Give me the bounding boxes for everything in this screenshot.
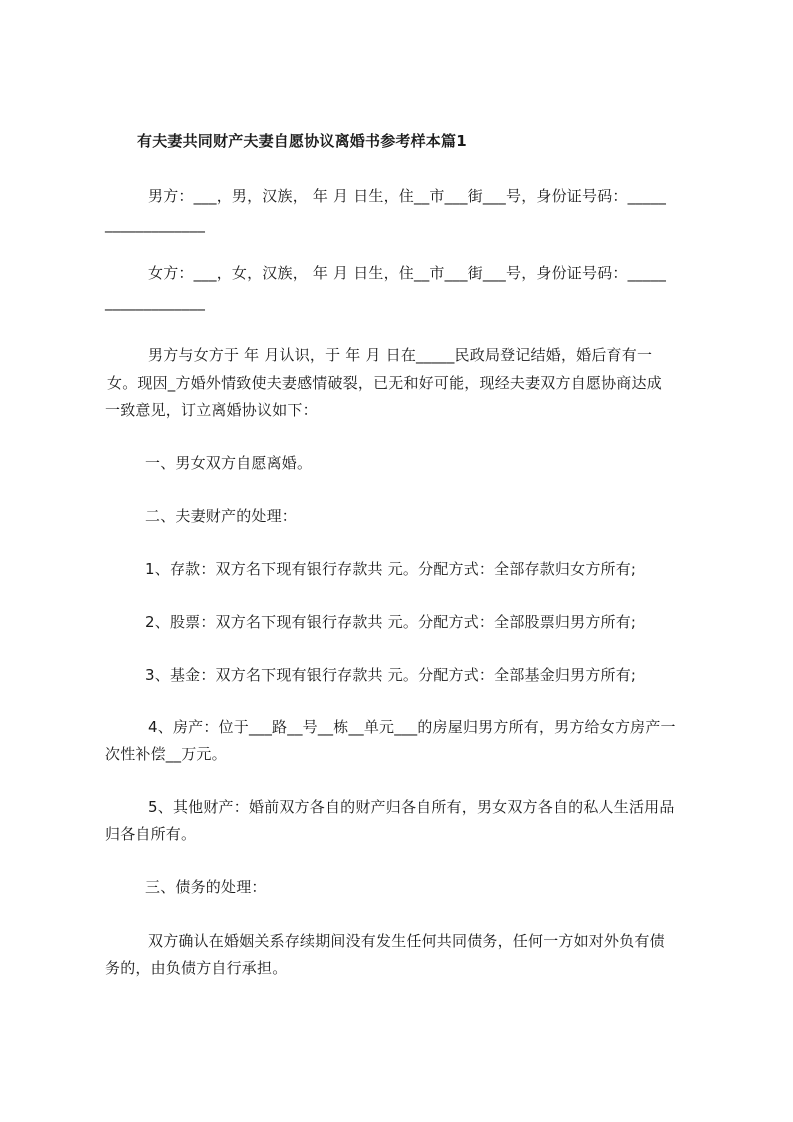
property-item-house-line-2: 次性补偿__万元。: [105, 745, 227, 763]
female-party-line-2: _____________: [105, 293, 206, 311]
female-party-line-1: 女方：___，女，汉族， 年 月 日生，住__市___街___号，身份证号码：_____: [148, 264, 667, 282]
debt-line-1: 双方确认在婚姻关系存续期间没有发生任何共同债务，任何一方如对外负有债: [148, 932, 665, 950]
male-party-line-2: _____________: [105, 215, 206, 233]
property-item-deposits: 1、存款：双方名下现有银行存款共 元。分配方式：全部存款归女方所有;: [145, 560, 637, 578]
debt-line-2: 务的，由负债方自行承担。: [105, 959, 288, 977]
property-item-funds: 3、基金：双方名下现有银行存款共 元。分配方式：全部基金归男方所有;: [145, 666, 637, 684]
property-item-stocks: 2、股票：双方名下现有银行存款共 元。分配方式：全部股票归男方所有;: [145, 613, 637, 631]
male-party-line-1: 男方：___，男，汉族， 年 月 日生，住__市___街___号，身份证号码：_____: [148, 187, 667, 205]
intro-line-3: 一致意见，订立离婚协议如下：: [105, 401, 318, 419]
intro-line-1: 男方与女方于 年 月认识，于 年 月 日在_____民政局登记结婚，婚后育有一: [148, 346, 653, 364]
section-3-heading: 三、债务的处理：: [145, 878, 267, 896]
property-item-other-line-2: 归各自所有。: [105, 825, 197, 843]
document-title: 有夫妻共同财产夫妻自愿协议离婚书参考样本篇1: [137, 132, 467, 150]
section-2-heading: 二、夫妻财产的处理：: [145, 507, 298, 525]
section-1-heading: 一、男女双方自愿离婚。: [145, 454, 313, 472]
property-item-house-line-1: 4、房产：位于___路__号__栋__单元___的房屋归男方所有，男方给女方房产一: [148, 718, 676, 736]
intro-line-2: 女。现因_方婚外情致使夫妻感情破裂，已无和好可能，现经夫妻双方自愿协商达成: [107, 374, 662, 392]
property-item-other-line-1: 5、其他财产：婚前双方各自的财产归各自所有，男女双方各自的私人生活用品: [148, 798, 675, 816]
